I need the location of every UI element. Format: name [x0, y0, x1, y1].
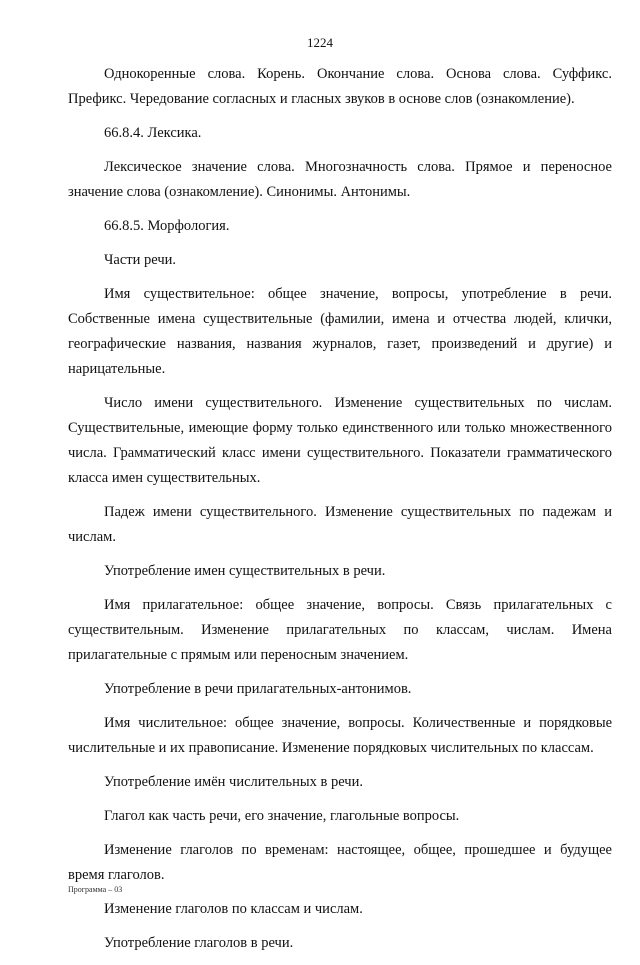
- paragraph: Лексическое значение слова. Многозначность слова. Прямое и переносное значение слова (ознакомление). Синонимы. Антонимы.: [68, 159, 612, 200]
- paragraph: Употребление в речи прилагательных-антонимов.: [104, 681, 412, 697]
- paragraph: Употребление имен существительных в речи.: [104, 563, 386, 579]
- footer-label: Программа – 03: [68, 885, 123, 894]
- page-number: 1224: [307, 35, 333, 50]
- section-heading: 66.8.4. Лексика.: [104, 125, 202, 141]
- document-body: [68, 62, 612, 965]
- paragraph: Имя существительное: общее значение, вопросы, употребление в речи. Собственные имена существительные (фамилии, имена и отчества людей, клички, географические названия, названия журналов, газет, произведений и другие) и нарицательные.: [68, 286, 612, 377]
- paragraph: Части речи.: [104, 252, 177, 268]
- paragraph: Имя прилагательное: общее значение, вопросы. Связь прилагательных с существительным. Изменение прилагательных по классам, числам. Имена прилагательные с прямым или переносным значением.: [68, 597, 612, 663]
- section-heading: 66.8.5. Морфология.: [104, 218, 230, 234]
- paragraph: Число имени существительного. Изменение существительных по числам. Существительные, имеющие форму только единственного или только множественного числа. Грамматический класс имени существительного. Показатели грамматического класса имен существительных.: [68, 395, 612, 486]
- paragraph: Употребление имён числительных в речи.: [104, 774, 363, 790]
- paragraph: Однокоренные слова. Корень. Окончание слова. Основа слова. Суффикс. Префикс. Чередование согласных и гласных звуков в основе слов (ознакомление).: [68, 66, 612, 107]
- paragraph: Падеж имени существительного. Изменение существительных по падежам и числам.: [68, 504, 612, 545]
- paragraph: Употребление глаголов в речи.: [104, 935, 294, 951]
- paragraph: Имя числительное: общее значение, вопросы. Количественные и порядковые числительные и их правописание. Изменение порядковых числительных по классам.: [68, 715, 612, 756]
- paragraph: Изменение глаголов по классам и числам.: [104, 901, 363, 917]
- paragraph: Изменение глаголов по временам: настоящее, общее, прошедшее и будущее время глаголов.: [68, 842, 612, 883]
- paragraph: Глагол как часть речи, его значение, глагольные вопросы.: [104, 808, 460, 824]
